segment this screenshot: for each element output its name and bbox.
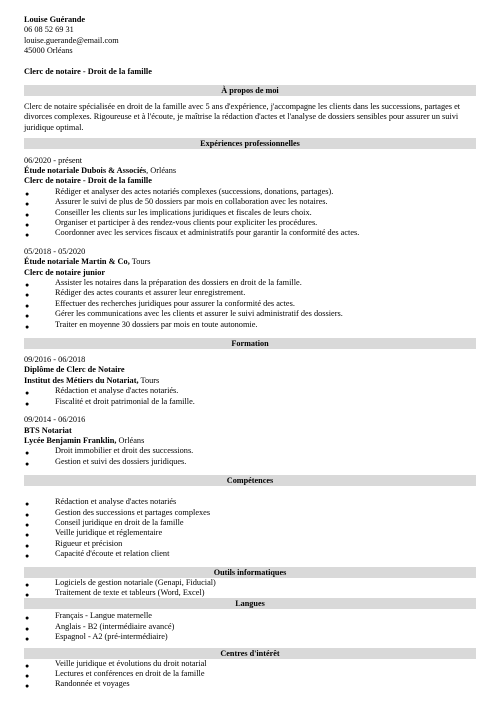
languages-list — [24, 611, 476, 642]
education-dates: 09/2014 - 06/2016 — [24, 415, 86, 425]
bullet-icon: ● — [25, 322, 30, 331]
bullet-icon: ● — [25, 200, 30, 209]
it-tools-list — [24, 578, 476, 599]
education-bullet-list — [24, 386, 476, 407]
bullet-icon: ● — [25, 590, 30, 599]
city: 45000 Orléans — [24, 45, 73, 55]
education-school-line — [24, 376, 476, 386]
section-header-about: À propos de moi — [24, 85, 476, 96]
job-headline: Clerc de notaire - Droit de la famille — [24, 67, 152, 77]
list-item: ● Droit immobilier et droit des successions. — [25, 446, 194, 458]
section-header-education: Formation — [24, 338, 476, 349]
education-entry — [24, 355, 476, 407]
candidate-name: Louise Guérande — [24, 15, 86, 24]
section-header-experience: Expériences professionnelles — [24, 138, 476, 149]
bullet-icon: ● — [25, 210, 30, 219]
bullet-icon: ● — [25, 520, 30, 529]
list-item: ● Fiscalité et droit patrimonial de la famille. — [25, 396, 195, 408]
list-item: ● Gestion et suivi des dossiers juridiques. — [25, 456, 187, 468]
education-bullet-list — [24, 446, 476, 467]
experience-employer-line — [24, 166, 476, 176]
list-item: ● Veille juridique et évolutions du droit notarial — [25, 658, 207, 670]
employer-name: Étude notariale Dubois & Associés — [24, 165, 147, 175]
list-item: ● Français - Langue maternelle — [25, 611, 152, 623]
bullet-icon: ● — [25, 449, 30, 458]
email-address: louise.guerande@email.com — [24, 35, 119, 45]
bullet-icon: ● — [25, 291, 30, 300]
list-item: ● Gérer les communications avec les clients et assurer le suivi administratif des dossiers. — [25, 309, 343, 321]
bullet-icon: ● — [25, 189, 30, 198]
list-item: ● Traiter en moyenne 30 dossiers par mois en toute autonomie. — [25, 319, 258, 331]
list-item: ● Logiciels de gestion notariale (Genapi, Fiducial) — [25, 577, 216, 589]
section-header-skills: Compétences — [24, 475, 476, 486]
section-header-languages: Langues — [24, 598, 476, 609]
list-item: ● Assurer le suivi de plus de 50 dossiers par mois en collaboration avec les notaires. — [25, 197, 328, 209]
resume-page — [24, 0, 476, 690]
bullet-icon: ● — [25, 281, 30, 290]
list-item: ● Effectuer des recherches juridiques pour assurer la conformité des actes. — [25, 298, 295, 310]
list-item: ● Rédiger des actes courants et assurer leur enregistrement. — [25, 288, 246, 300]
experience-bullet-list — [24, 278, 476, 330]
about-paragraph: Clerc de notaire spécialisée en droit de la famille avec 5 ans d'expérience, j'accompagne les clients dans les successions, partages et divorces complexes. Rigoureuse et à l'écoute, je maîtrise la rédaction d'actes et l'analyse de dossiers sensibles pour assurer un suivi juridique optimal. — [24, 101, 461, 132]
list-item: ● Rédaction et analyse d'actes notariés. — [25, 386, 179, 398]
education-entry — [24, 415, 476, 467]
employer-location: , Orléans — [146, 165, 177, 175]
phone-number: 06 08 52 69 31 — [24, 25, 74, 35]
bullet-icon: ● — [25, 312, 30, 321]
skills-list — [24, 497, 476, 559]
education-dates: 09/2016 - 06/2018 — [24, 355, 86, 365]
bullet-icon: ● — [25, 500, 30, 509]
bullet-icon: ● — [25, 552, 30, 561]
bullet-icon: ● — [25, 301, 30, 310]
list-item: ● Assister les notaires dans la préparation des dossiers en droit de la famille. — [25, 278, 302, 290]
list-item: ● Anglais - B2 (intermédiaire avancé) — [25, 621, 175, 633]
list-item: ● Lectures et conférences en droit de la famille — [25, 669, 205, 680]
list-item: ● Organiser et participer à des rendez-vous clients pour expliciter les procédures. — [25, 218, 318, 229]
bullet-icon: ● — [25, 614, 30, 623]
education-school-line — [24, 436, 476, 446]
experience-entry — [24, 156, 476, 239]
list-item: ● Coordonner avec les services fiscaux et administratifs pour garantir la conformité des actes. — [25, 228, 360, 240]
bullet-icon: ● — [25, 635, 30, 644]
experience-role: Clerc de notaire junior — [24, 267, 106, 277]
employer-name: Étude notariale Martin & Co, — [24, 257, 130, 267]
bullet-icon: ● — [25, 221, 30, 229]
experience-dates: 05/2018 - 05/2020 — [24, 246, 86, 256]
education-degree: Diplôme de Clerc de Notaire — [24, 365, 125, 375]
education-degree: BTS Notariat — [24, 425, 72, 435]
list-item: ● Gestion des successions et partages complexes — [25, 507, 211, 519]
list-item: ● Veille juridique et réglementaire — [25, 528, 163, 540]
experience-entry — [24, 247, 476, 330]
list-item: ● Espagnol - A2 (pré-intermédiaire) — [25, 632, 168, 644]
school-location: Orléans — [116, 435, 145, 445]
list-item: ● Capacité d'écoute et relation client — [25, 549, 170, 561]
experience-dates: 06/2020 - présent — [24, 155, 83, 165]
bullet-icon: ● — [25, 231, 30, 240]
section-header-it-tools: Outils informatiques — [24, 567, 476, 578]
bullet-icon: ● — [25, 531, 30, 540]
contact-block — [24, 0, 476, 56]
bullet-icon: ● — [25, 510, 30, 519]
experience-role: Clerc de notaire - Droit de la famille — [24, 176, 152, 186]
interests-list — [24, 659, 476, 690]
list-item: ● Rédiger et analyser des actes notariés complexes (successions, donations, partages). — [25, 186, 334, 198]
bullet-icon: ● — [25, 624, 30, 633]
list-item: ● Randonnée et voyages — [25, 679, 130, 691]
list-item: ● Conseiller les clients sur les implications juridiques et fiscales de leurs choix. — [25, 207, 312, 219]
experience-bullet-list — [24, 187, 476, 239]
bullet-icon: ● — [25, 399, 30, 408]
employer-location: Tours — [129, 257, 151, 267]
school-name: Institut des Métiers du Notariat, — [24, 375, 139, 385]
bullet-icon: ● — [25, 580, 30, 589]
list-item: ● Traitement de texte et tableurs (Word, Excel) — [25, 587, 205, 599]
list-item: ● Rédaction et analyse d'actes notariés — [25, 497, 177, 509]
school-name: Lycée Benjamin Franklin, — [24, 435, 117, 445]
bullet-icon: ● — [25, 672, 30, 680]
school-location: Tours — [138, 375, 160, 385]
experience-employer-line — [24, 257, 476, 267]
bullet-icon: ● — [25, 389, 30, 398]
bullet-icon: ● — [25, 459, 30, 468]
bullet-icon: ● — [25, 682, 30, 691]
list-item: ● Rigueur et précision — [25, 538, 123, 550]
bullet-icon: ● — [25, 661, 30, 670]
list-item: ● Conseil juridique en droit de la famille — [25, 517, 184, 529]
section-header-interests: Centres d'intérêt — [24, 648, 476, 659]
bullet-icon: ● — [25, 541, 30, 550]
